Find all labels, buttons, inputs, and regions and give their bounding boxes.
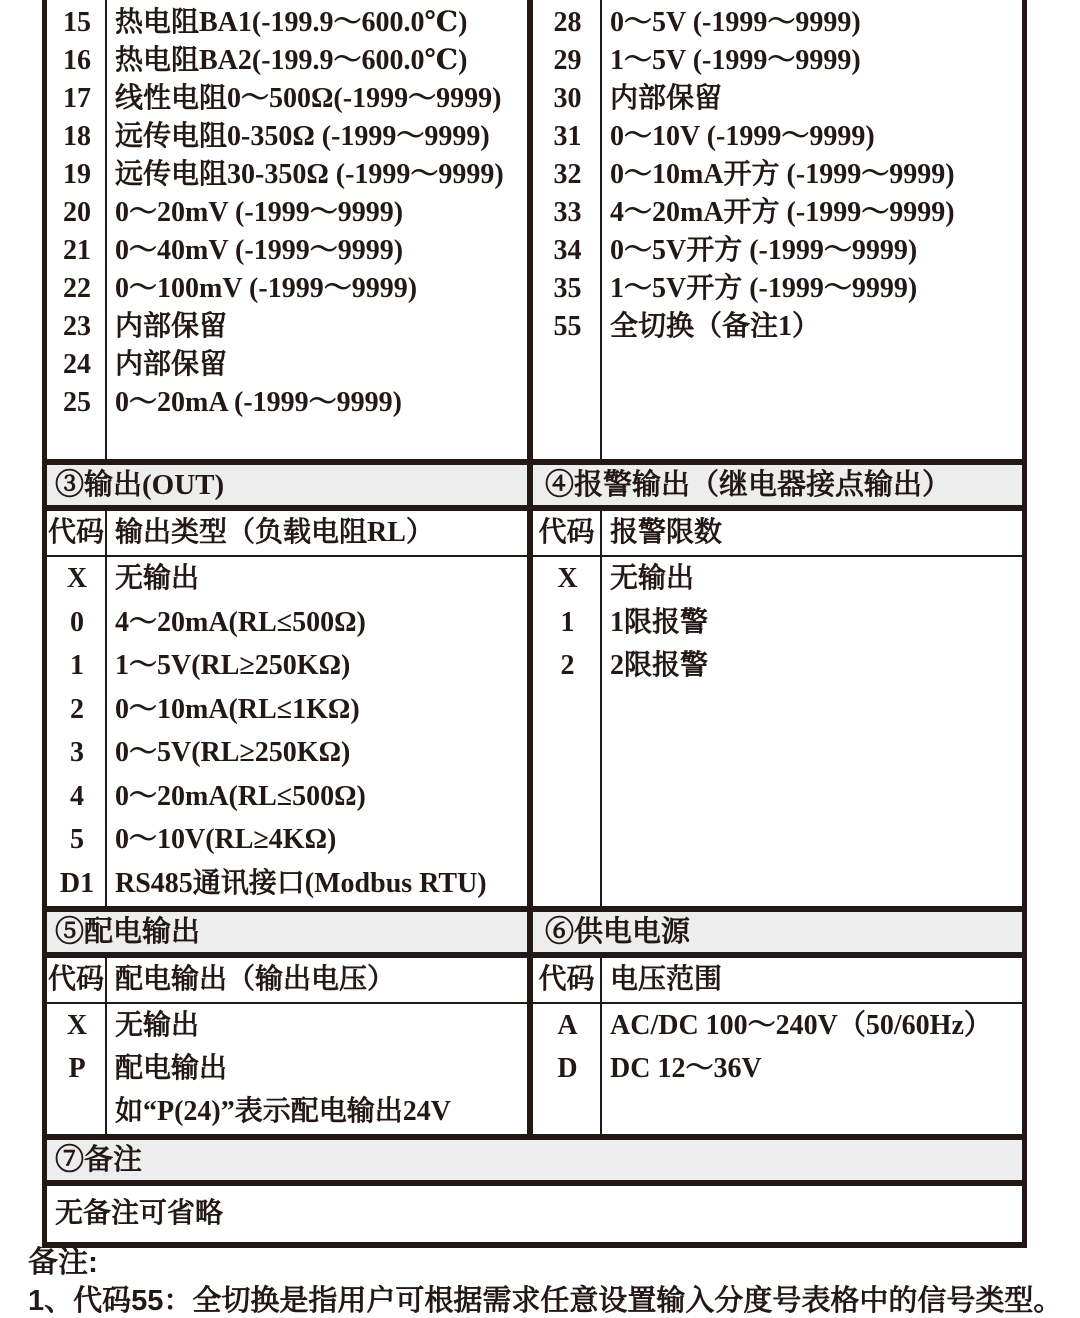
power-dist-table <box>47 1004 533 1134</box>
output-alarm-body <box>47 557 1022 906</box>
table-row <box>533 194 1022 232</box>
row-desc: 内部保留 <box>115 311 228 342</box>
input-right-table <box>533 0 1022 459</box>
row-code: X <box>557 563 578 594</box>
row-code: 17 <box>63 83 91 114</box>
row-desc: 0～20mA(RL≤500Ω) <box>115 780 366 812</box>
table-row <box>47 1090 527 1133</box>
row-code: 55 <box>553 311 582 342</box>
row-desc: 0～5V开方 (-1999～9999) <box>610 235 918 266</box>
row-desc: 1限报警 <box>610 606 709 638</box>
table-row <box>533 42 1022 80</box>
table-row <box>47 818 527 862</box>
table-row <box>533 156 1022 194</box>
supply-table <box>533 1004 1022 1134</box>
column-divider <box>600 1004 602 1134</box>
table-row <box>533 118 1022 156</box>
row-desc: 0～10V(RL≥4KΩ) <box>115 824 337 855</box>
footnote-1: 1、代码55：全切换是指用户可根据需求任意设置输入分度号表格中的信号类型。 <box>28 1285 1063 1317</box>
row-desc: 线性电阻0～500Ω(-1999～9999) <box>115 83 502 114</box>
header-row-output-alarm <box>47 511 1022 557</box>
row-desc: 0～5V(RL≥250KΩ) <box>115 737 351 768</box>
section-title-alarm: ④报警输出（继电器接点输出） <box>545 469 952 501</box>
row-code: 1 <box>70 650 84 681</box>
row-code: 31 <box>553 121 582 152</box>
row-desc: 0～40mV (-1999～9999) <box>115 235 404 266</box>
section-title-supply: ⑥供电电源 <box>545 916 691 948</box>
table-row <box>533 80 1022 118</box>
row-code: 1 <box>560 606 575 638</box>
power-dist-header <box>47 958 533 1002</box>
row-desc: 配电输出 <box>115 1053 228 1084</box>
row-code: 2 <box>70 693 84 725</box>
row-code: 20 <box>63 197 91 228</box>
column-divider <box>105 1004 107 1134</box>
row-code: P <box>68 1053 86 1084</box>
table-row <box>47 688 527 732</box>
row-code: 34 <box>553 235 582 266</box>
row-code: D <box>557 1053 578 1084</box>
row-desc: 0～5V (-1999～9999) <box>610 7 861 38</box>
input-signal-section <box>47 0 1022 459</box>
row-desc: 1～5V (-1999～9999) <box>610 45 861 76</box>
row-code: 35 <box>553 273 582 304</box>
remark-row: 无备注可省略 <box>55 1198 224 1229</box>
output-table <box>47 557 533 906</box>
column-divider <box>600 557 602 906</box>
row-desc: 无输出 <box>115 1010 200 1041</box>
row-desc: 0～10mA开方 (-1999～9999) <box>610 159 955 190</box>
table-row <box>47 775 527 819</box>
column-divider <box>105 0 107 459</box>
section-title-output: ③输出(OUT) <box>47 465 533 505</box>
row-code: 23 <box>63 311 91 342</box>
col-header-code: 代码 <box>47 958 107 1002</box>
row-desc: 无输出 <box>610 563 695 594</box>
section-title-remark: ⑦备注 <box>47 1134 1022 1186</box>
row-desc: 远传电阻0-350Ω (-1999～9999) <box>115 121 490 152</box>
row-desc: 2限报警 <box>610 650 709 681</box>
table-row <box>47 4 527 42</box>
row-desc: RS485通讯接口(Modbus RTU) <box>115 867 487 899</box>
column-divider <box>105 557 107 906</box>
row-code: 22 <box>63 273 91 304</box>
row-code <box>47 1090 107 1133</box>
row-code: 16 <box>63 45 91 76</box>
row-code: 3 <box>70 737 84 768</box>
table-row <box>533 1004 1022 1047</box>
row-desc: 4～20mA(RL≤500Ω) <box>115 606 366 638</box>
table-row <box>47 1047 527 1090</box>
table-row <box>533 601 1022 645</box>
table-row <box>533 557 1022 601</box>
row-desc: 4～20mA开方 (-1999～9999) <box>610 197 955 228</box>
table-row <box>533 4 1022 42</box>
row-code: 4 <box>70 780 84 812</box>
col-header-code: 代码 <box>533 958 602 1002</box>
row-code: 28 <box>553 7 582 38</box>
row-code: 18 <box>63 121 91 152</box>
table-row <box>47 384 527 422</box>
table-row <box>47 862 527 906</box>
row-code: 2 <box>560 650 575 681</box>
row-code: 32 <box>553 159 582 190</box>
powerdist-supply-body <box>47 1004 1022 1134</box>
row-desc: 0～10mA(RL≤1KΩ) <box>115 693 360 725</box>
col-header-alarm-limits: 报警限数 <box>610 517 723 548</box>
supply-header <box>533 958 1022 1002</box>
row-desc: 内部保留 <box>115 349 228 380</box>
table-row <box>47 346 527 384</box>
row-code: D1 <box>59 867 95 899</box>
col-header-dist-output: 配电输出（输出电压） <box>115 964 396 995</box>
row-desc: 热电阻BA1(-199.9～600.0℃) <box>115 7 468 38</box>
table-row <box>47 156 527 194</box>
row-desc: 远传电阻30-350Ω (-1999～9999) <box>115 159 504 190</box>
table-row <box>47 731 527 775</box>
table-row <box>47 80 527 118</box>
col-header-output-type: 输出类型（负载电阻RL） <box>115 517 434 548</box>
section-title-power-dist: ⑤配电输出 <box>47 912 533 952</box>
table-row <box>47 42 527 80</box>
table-row <box>47 270 527 308</box>
row-code: 24 <box>63 349 91 380</box>
row-desc: 热电阻BA2(-199.9～600.0℃) <box>115 45 468 76</box>
alarm-table <box>533 557 1022 906</box>
row-desc: DC 12～36V <box>610 1053 762 1084</box>
row-desc: 0～20mV (-1999～9999) <box>115 197 404 228</box>
row-desc: 0～10V (-1999～9999) <box>610 121 875 152</box>
alarm-header <box>533 511 1022 555</box>
table-row <box>533 644 1022 688</box>
table-row <box>47 1004 527 1047</box>
table-row <box>47 194 527 232</box>
row-code: 30 <box>553 83 582 114</box>
row-code: X <box>66 1010 88 1041</box>
row-desc: 1～5V(RL≥250KΩ) <box>115 650 351 681</box>
row-code: 15 <box>63 7 91 38</box>
table-row <box>47 601 527 645</box>
col-header-voltage-range: 电压范围 <box>610 964 723 995</box>
row-code: 0 <box>70 606 84 638</box>
row-desc: 0～100mV (-1999～9999) <box>115 273 418 304</box>
row-desc: 1～5V开方 (-1999～9999) <box>610 273 918 304</box>
row-desc: 内部保留 <box>610 83 723 114</box>
footnotes-label: 备注: <box>28 1246 98 1279</box>
table-row <box>47 308 527 346</box>
col-header-code: 代码 <box>47 511 107 555</box>
table-row <box>533 1047 1022 1090</box>
footnotes <box>28 1244 1068 1318</box>
row-code: 21 <box>63 235 91 266</box>
output-header <box>47 511 533 555</box>
table-row <box>47 118 527 156</box>
row-desc: 全切换（备注1） <box>610 311 821 342</box>
row-code: 25 <box>63 387 91 418</box>
header-row-powerdist-supply <box>47 958 1022 1004</box>
row-desc: 0～20mA (-1999～9999) <box>115 387 402 418</box>
input-left-table <box>47 0 533 459</box>
table-row <box>533 232 1022 270</box>
row-code: 5 <box>70 824 84 855</box>
table-row <box>47 644 527 688</box>
section-band-output-alarm <box>47 459 1022 511</box>
spec-selection-table <box>42 0 1027 1248</box>
row-desc: 如“P(24)”表示配电输出24V <box>115 1096 451 1127</box>
col-header-code: 代码 <box>533 511 602 555</box>
row-code: 19 <box>63 159 91 190</box>
row-code: X <box>66 563 88 594</box>
row-desc: AC/DC 100～240V（50/60Hz） <box>610 1010 992 1041</box>
table-row <box>533 308 1022 346</box>
section-band-powerdist-supply <box>47 906 1022 958</box>
table-row <box>47 232 527 270</box>
row-desc: 无输出 <box>115 563 200 594</box>
table-row <box>533 270 1022 308</box>
row-code: 33 <box>553 197 582 228</box>
row-code: 29 <box>553 45 582 76</box>
row-code: A <box>557 1010 578 1041</box>
column-divider <box>600 0 602 459</box>
table-row <box>47 557 527 601</box>
